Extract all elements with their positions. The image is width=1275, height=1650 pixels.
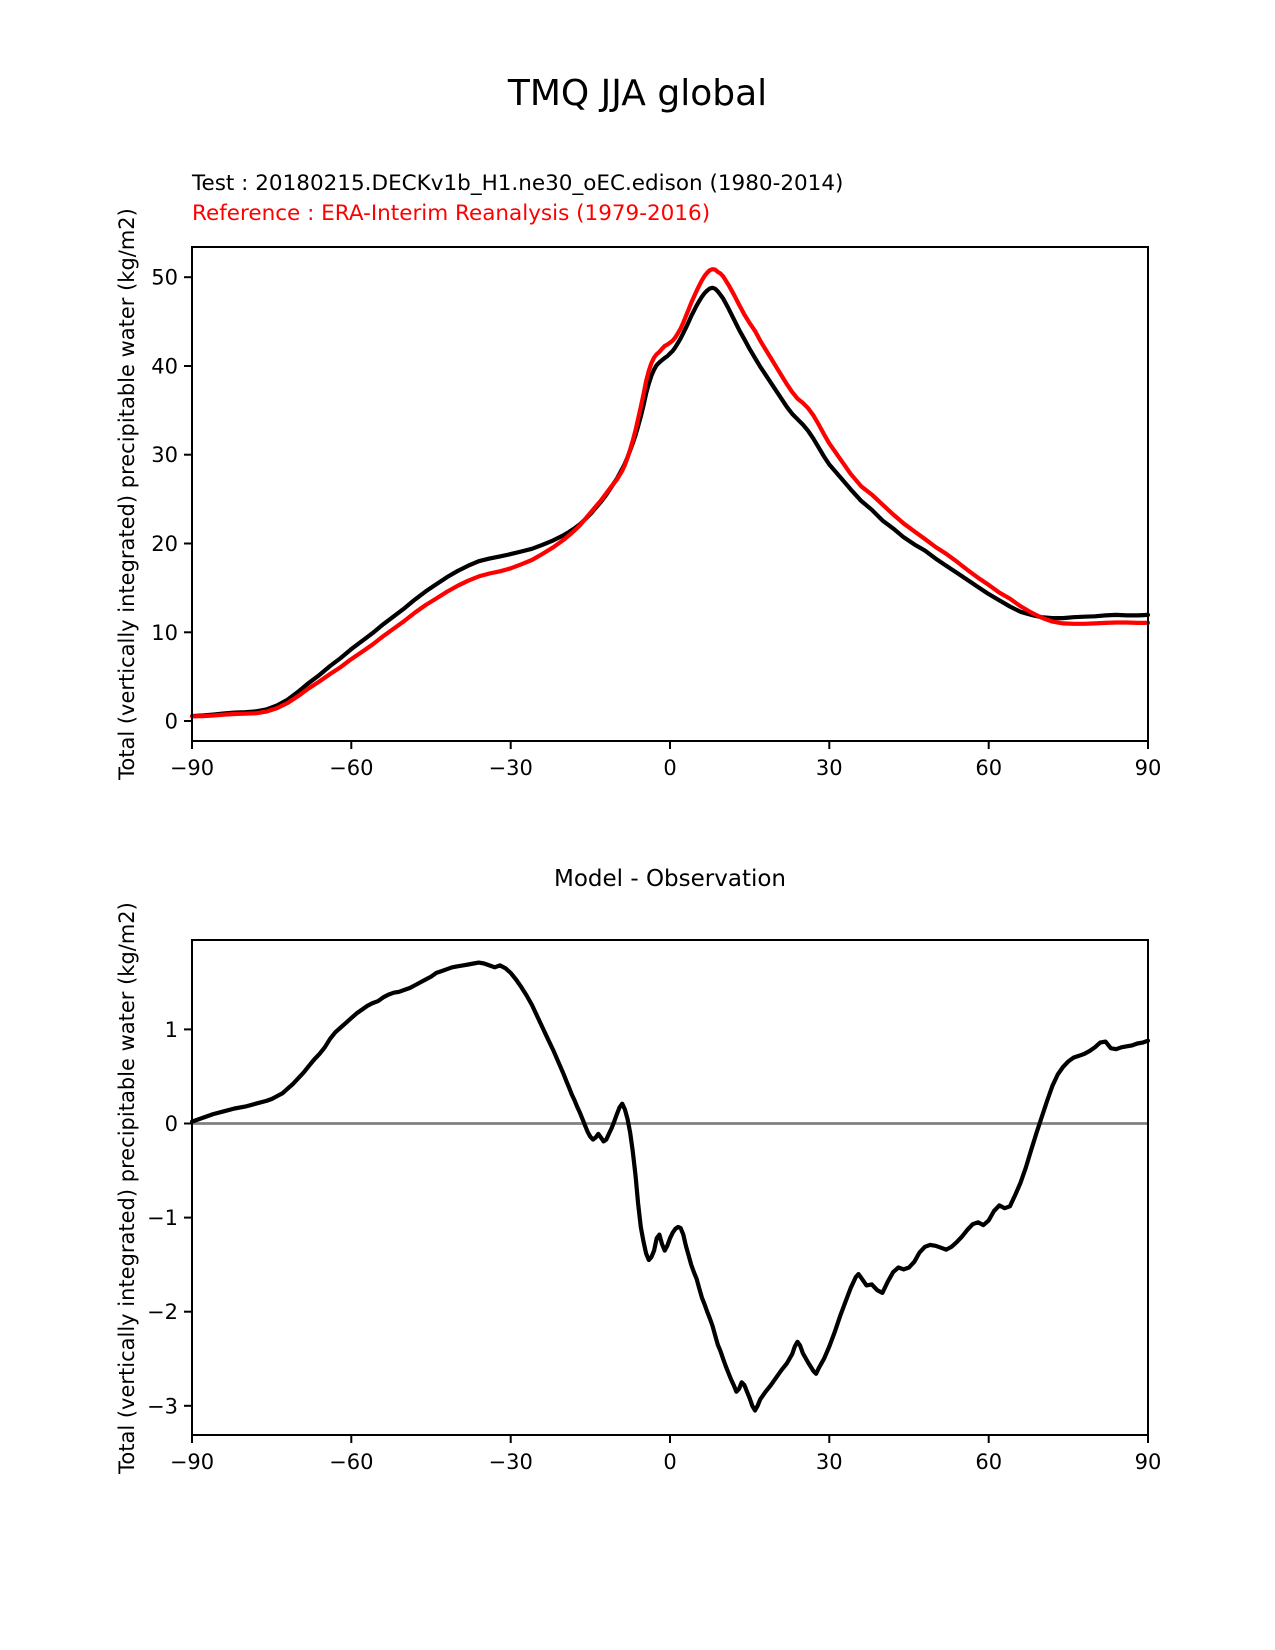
y-tick-label: 0 (164, 1112, 178, 1136)
axes-frame (192, 247, 1148, 741)
y-tick-label: 10 (151, 620, 178, 645)
x-tick-label: 30 (815, 1450, 843, 1474)
y-tick-label: −2 (147, 1300, 178, 1325)
test-label: Test : 20180215.DECKv1b_H1.ne30_oEC.edison (1980-2014) (192, 171, 844, 196)
y-tick-label: −1 (147, 1206, 178, 1231)
y-tick-label: 40 (151, 354, 178, 379)
x-tick-label: 0 (663, 756, 677, 780)
x-tick-label: −30 (488, 756, 533, 780)
x-tick-label: 90 (1134, 1450, 1162, 1474)
y-tick-label: 30 (151, 443, 178, 468)
y-tick-label: 50 (151, 265, 178, 290)
diff-chart-title: Model - Observation (553, 866, 787, 892)
x-tick-label: −60 (329, 1450, 374, 1474)
reference-series-line (192, 269, 1148, 716)
x-tick-label: 0 (663, 1450, 677, 1474)
reference-label: Reference : ERA-Interim Reanalysis (1979-2016) (192, 201, 711, 226)
page-title: TMQ JJA global (507, 73, 768, 114)
x-tick-label: −90 (169, 756, 215, 780)
x-tick-label: 60 (975, 756, 1003, 780)
x-tick-label: −60 (329, 756, 374, 780)
x-tick-label: 90 (1134, 756, 1162, 780)
axes-frame (192, 940, 1148, 1435)
x-tick-label: 60 (975, 1450, 1003, 1474)
y-tick-label: 20 (151, 532, 178, 556)
test-series-line (192, 288, 1148, 716)
model-observation-series-line (192, 963, 1148, 1411)
diff-chart-y-axis-label: Total (vertically integrated) precipitable water (kg/m2) (115, 902, 139, 1474)
x-tick-label: 30 (815, 756, 843, 780)
top-chart-y-axis-label: Total (vertically integrated) precipitable water (kg/m2) (115, 208, 139, 780)
y-tick-label: 1 (164, 1017, 178, 1042)
y-tick-label: −3 (147, 1394, 178, 1419)
x-tick-label: −90 (169, 1450, 215, 1474)
x-tick-label: −30 (488, 1450, 533, 1474)
y-tick-label: 0 (164, 709, 178, 734)
